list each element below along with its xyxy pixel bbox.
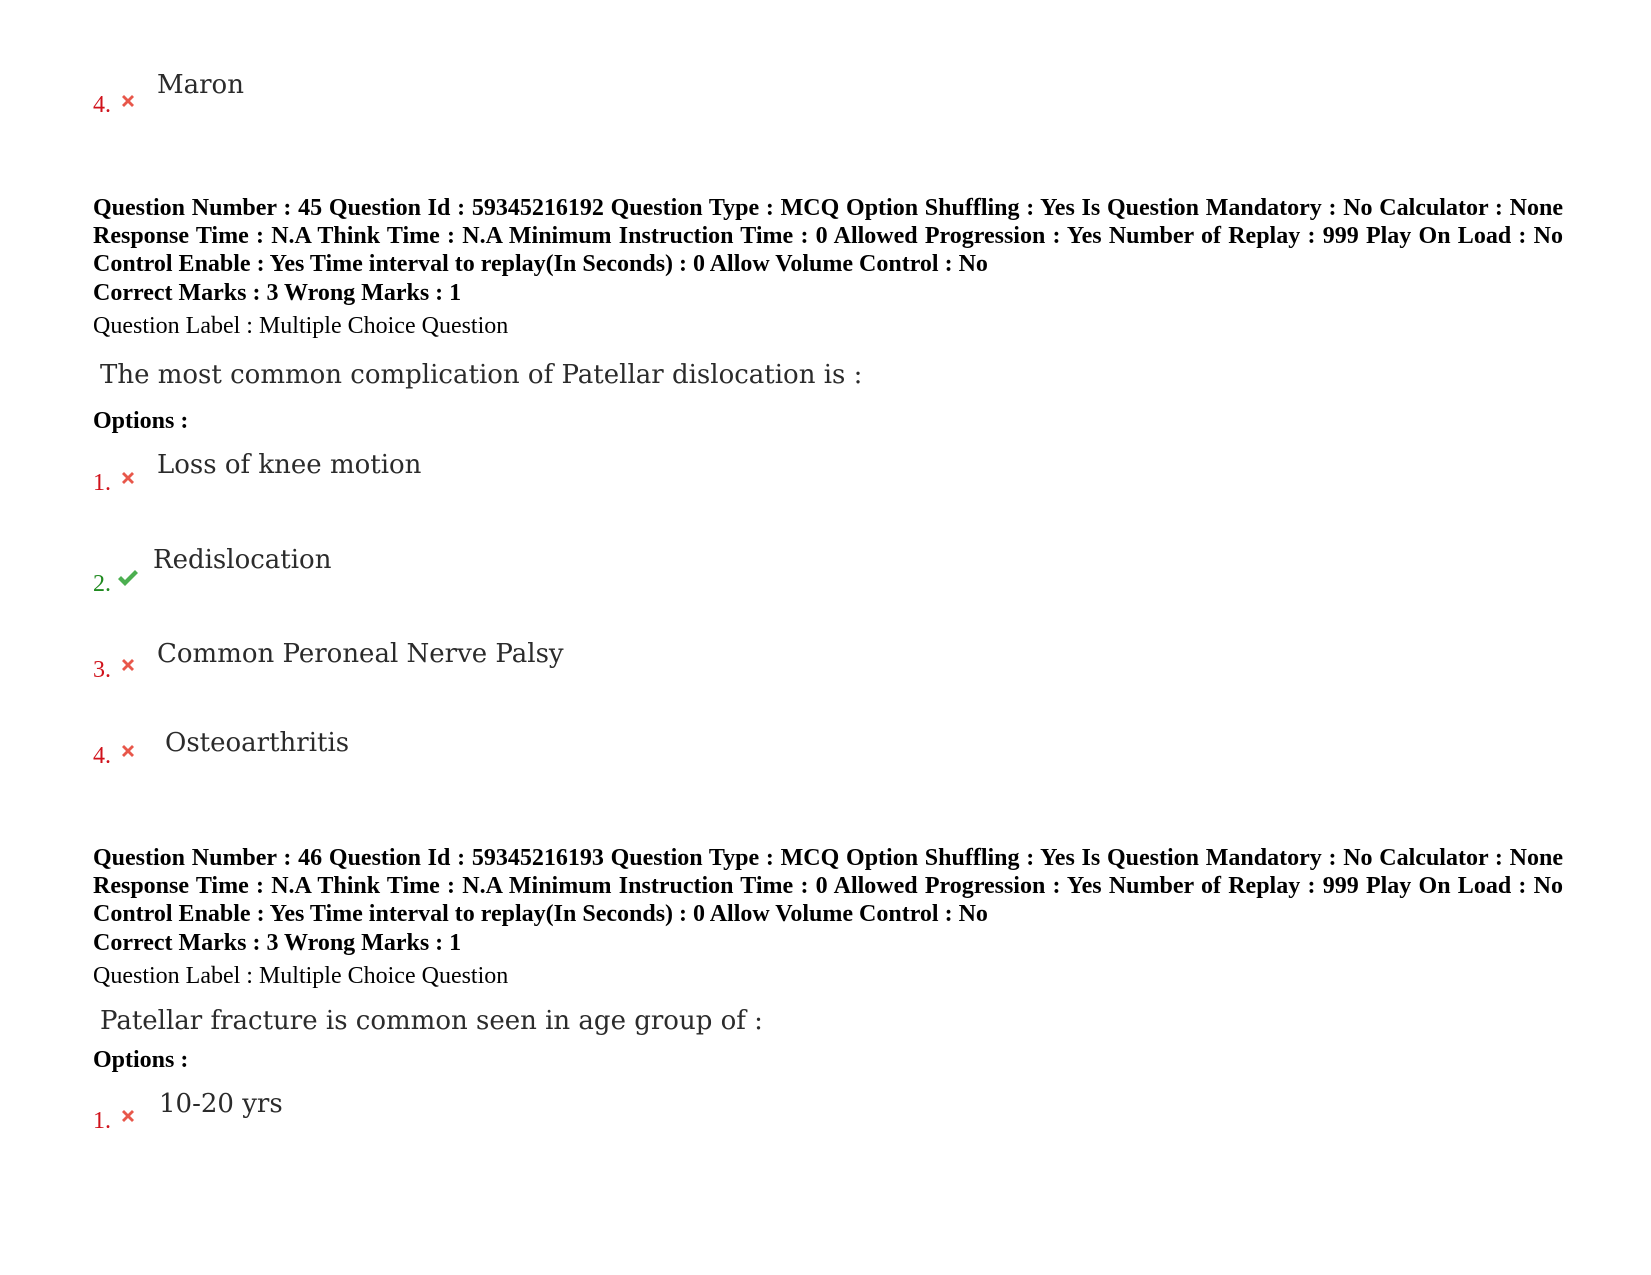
cross-icon [119, 469, 137, 487]
q45-marks: Correct Marks : 3 Wrong Marks : 1 [93, 280, 462, 306]
q46-question-text: Patellar fracture is common seen in age group of : [100, 1006, 763, 1036]
check-icon [116, 568, 140, 588]
q45-label: Question Label : Multiple Choice Question [93, 313, 509, 339]
q45-option-3-number: 3. [93, 657, 111, 683]
q45-option-4-number: 4. [93, 743, 111, 769]
q45-option-2-text: Redislocation [153, 545, 332, 575]
q45-option-1-number: 1. [93, 470, 111, 496]
q46-metadata: Question Number : 46 Question Id : 59345216193 Question Type : MCQ Option Shuffling : Yes Is Question Mandatory : No Calculator : None Response Time : N.A Think Time : N.A Minimum Instruction Time : 0 Allowed Progression : Yes Number of Replay : 999 Play On Load : No Control Enable : Yes Time interval to replay(In Seconds) : 0 Allow Volume Control : No [93, 845, 1563, 927]
prev-option-4-number: 4. [93, 92, 111, 118]
prev-option-4-text: Maron [157, 70, 244, 100]
q45-question-text: The most common complication of Patellar dislocation is : [100, 360, 863, 390]
q46-options-title: Options : [93, 1047, 189, 1073]
q45-option-3-text: Common Peroneal Nerve Palsy [157, 639, 564, 669]
q46-label: Question Label : Multiple Choice Question [93, 963, 509, 989]
q45-options-title: Options : [93, 408, 189, 434]
cross-icon [119, 742, 137, 760]
cross-icon [119, 1107, 137, 1125]
q46-marks: Correct Marks : 3 Wrong Marks : 1 [93, 930, 462, 956]
q46-option-1-text: 10-20 yrs [159, 1089, 283, 1119]
q45-option-4-text: Osteoarthritis [165, 728, 350, 758]
cross-icon [119, 92, 137, 110]
q45-option-2-number: 2. [93, 571, 111, 597]
q45-option-1-text: Loss of knee motion [157, 450, 422, 480]
q45-metadata: Question Number : 45 Question Id : 59345216192 Question Type : MCQ Option Shuffling : Yes Is Question Mandatory : No Calculator : None Response Time : N.A Think Time : N.A Minimum Instruction Time : 0 Allowed Progression : Yes Number of Replay : 999 Play On Load : No Control Enable : Yes Time interval to replay(In Seconds) : 0 Allow Volume Control : No [93, 195, 1563, 277]
q46-option-1-number: 1. [93, 1108, 111, 1134]
cross-icon [119, 656, 137, 674]
